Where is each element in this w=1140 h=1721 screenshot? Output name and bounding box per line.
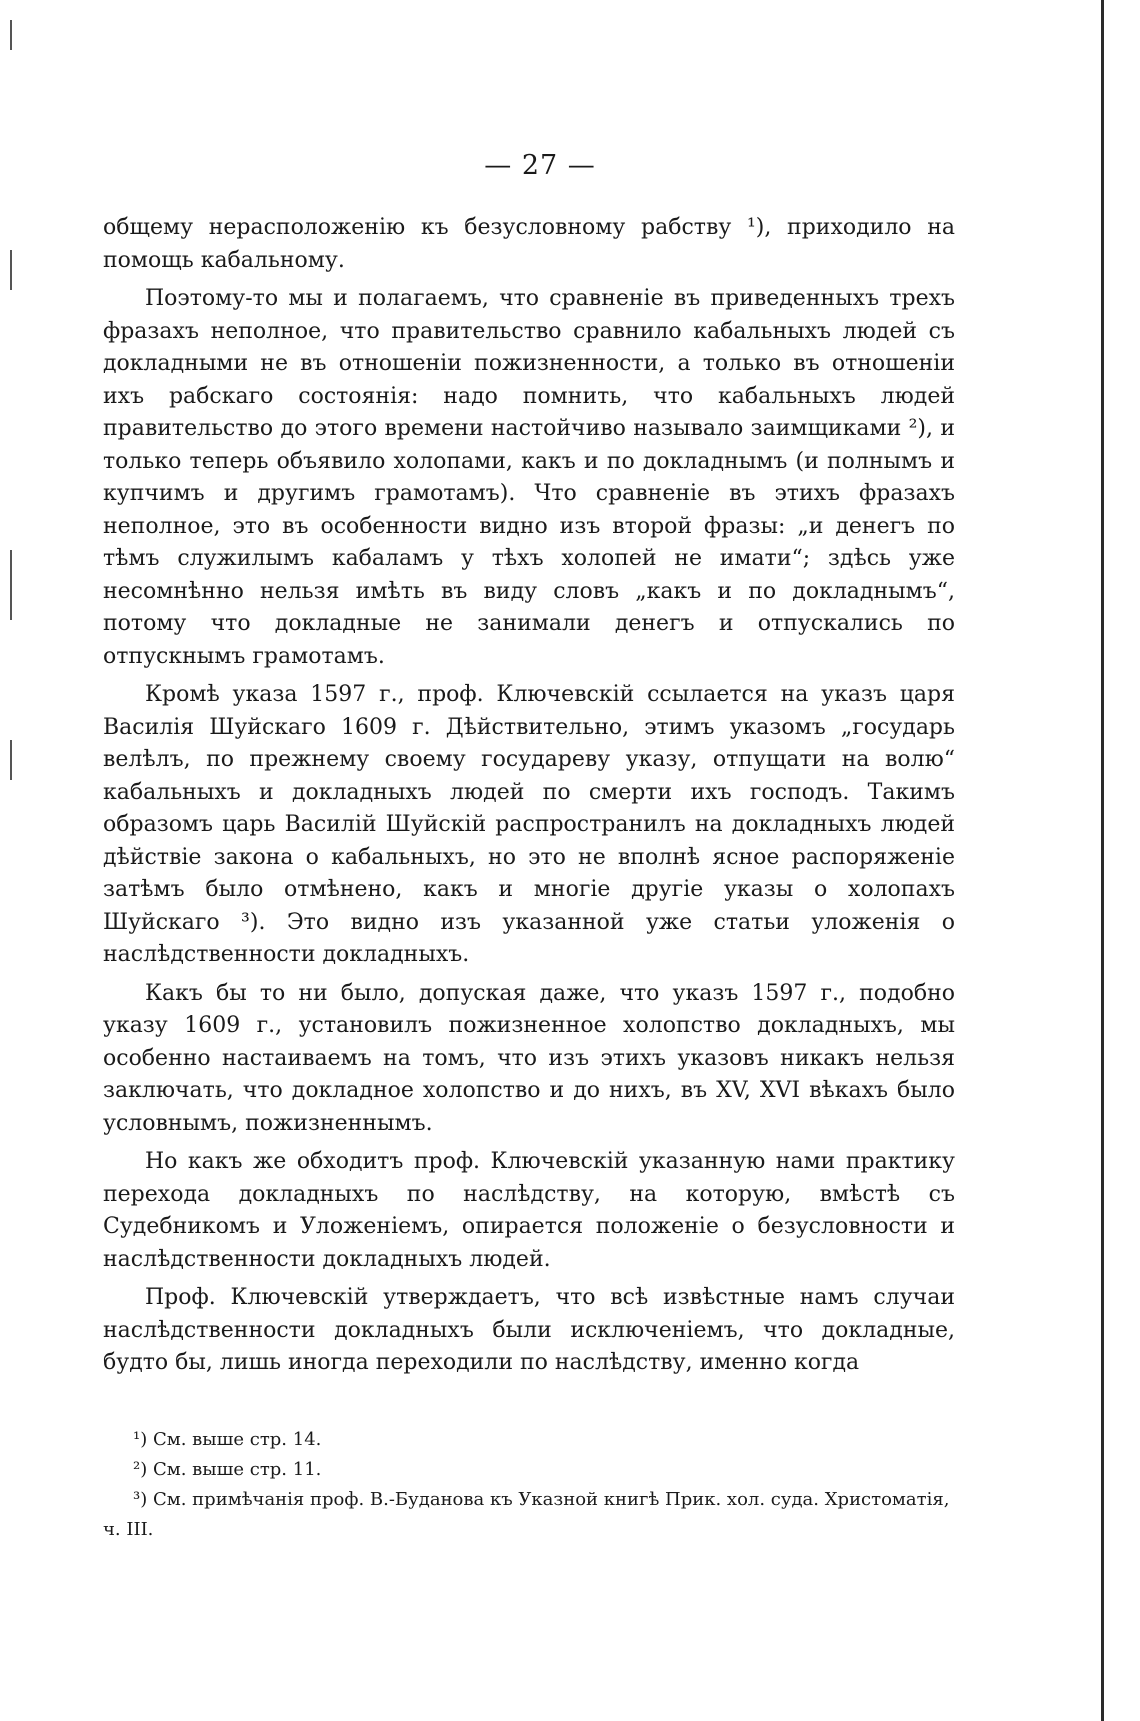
scan-mark — [10, 740, 12, 780]
scan-mark — [10, 20, 12, 50]
paragraph: Какъ бы то ни было, допуская даже, что указъ 1597 г., подобно указу 1609 г., установилъ пожизненное холопство докладныхъ, мы особенно настаиваемъ на томъ, что изъ этихъ указовъ никакъ нельзя заключать, что докладное холопство и до нихъ, въ XV, XVI вѣкахъ было условнымъ, пожизненнымъ. — [103, 980, 955, 1136]
footnote: ¹) См. выше стр. 14. — [133, 1429, 322, 1450]
paragraph: Проф. Ключевскій утверждаетъ, что всѣ извѣстные намъ случаи наслѣдственности докладныхъ были исключеніемъ, что докладные, будто бы, лишь иногда переходили по наслѣдству, именно когда — [103, 1285, 955, 1375]
page-edge — [1101, 0, 1104, 1721]
footnote: ³) См. примѣчанія проф. В.-Буданова къ Указной книгѣ Прик. хол. суда. Христоматія, ч. III. — [103, 1489, 950, 1540]
scan-mark — [10, 250, 12, 290]
paragraph: общему нерасположенію къ безусловному рабству ¹), приходило на помощь кабальному. — [103, 215, 955, 273]
paragraph: Но какъ же обходитъ проф. Ключевскій указанную нами практику перехода докладныхъ по наслѣдству, на которую, вмѣстѣ съ Судебникомъ и Уложеніемъ, опирается положеніе о безусловности и наслѣдственности докладныхъ людей. — [103, 1149, 955, 1272]
body-text — [103, 212, 955, 1386]
paragraph: Кромѣ указа 1597 г., проф. Ключевскій ссылается на указъ царя Василія Шуйскаго 1609 г. Дѣйствительно, этимъ указомъ „государь велѣлъ, по прежнему своему государеву указу, отпущати на волю“ кабальныхъ и докладныхъ людей по смерти ихъ господъ. Такимъ образомъ царь Василій Шуйскій распространилъ на докладныхъ людей дѣйствіе закона о кабальныхъ, но это не вполнѣ ясное распоряженіе затѣмъ было отмѣнено, какъ и многіе другіе указы о холопахъ Шуйскаго ³). Это видно изъ указанной уже статьи уложенія о наслѣдственности докладныхъ. — [103, 682, 955, 967]
footnote: ²) См. выше стр. 11. — [133, 1459, 322, 1480]
paragraph: Поэтому-то мы и полагаемъ, что сравненіе въ приведенныхъ трехъ фразахъ неполное, что правительство сравнило кабальныхъ людей съ докладными не въ отношеніи пожизненности, а только въ отношеніи ихъ рабскаго состоянія: надо помнить, что кабальныхъ людей правительство до этого времени настойчиво называло заимщиками ²), и только теперь объявило холопами, какъ и по докладнымъ (и полнымъ и купчимъ и другимъ грамотамъ). Что сравненіе въ этихъ фразахъ неполное, это въ особенности видно изъ второй фразы: „и денегъ по тѣмъ служилымъ кабаламъ у тѣхъ холопей не имати“; здѣсь уже несомнѣнно нельзя имѣть въ виду словъ „какъ и по докладнымъ“, потому что докладные не занимали денегъ и отпускались по отпускнымъ грамотамъ. — [103, 286, 955, 669]
page-number: — 27 — — [484, 150, 596, 181]
scan-mark — [10, 550, 12, 620]
footnotes — [103, 1425, 955, 1545]
